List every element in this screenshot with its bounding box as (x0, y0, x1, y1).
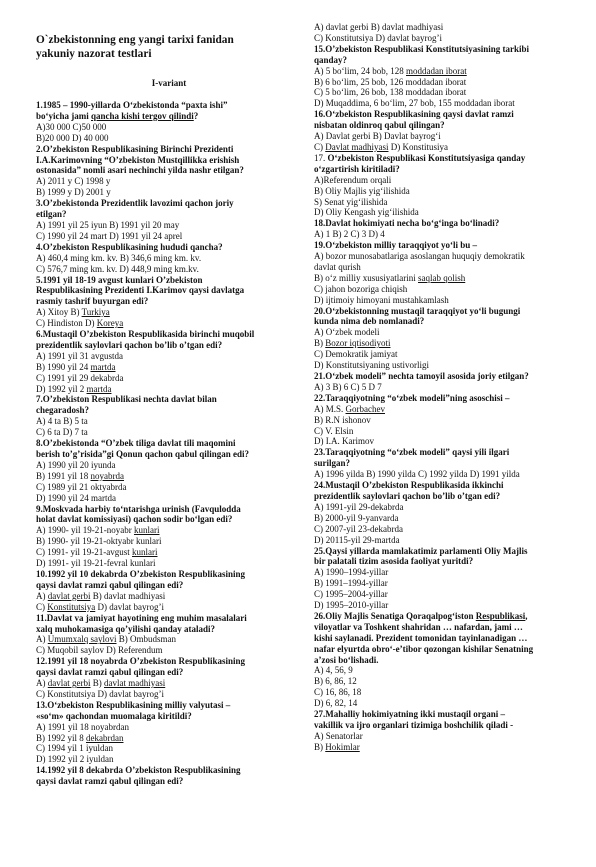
text-line (36, 416, 302, 427)
text-segment: bo‘yicha jami (36, 110, 91, 121)
text-segment: 15.O’zbekiston Respublikasi Konstitutsiyasining tarkibi (314, 43, 530, 54)
text-line (314, 480, 576, 491)
text-segment: qancha kishi tergov qilindi (91, 110, 194, 121)
text-segment: kunlari (133, 525, 160, 536)
text-segment: noyabrda (90, 470, 125, 481)
text-segment: C) 1991- yil 19-21-avgust (36, 547, 132, 558)
text-segment: etilgan? (36, 209, 67, 220)
text-segment: 16.O‘zbekiston Respublikasining qaysi davlat ramzi (314, 109, 514, 120)
text-line (314, 633, 576, 644)
text-segment: 19.O‘zbekiston milliy taraqqiyot yo‘li bu – (314, 240, 478, 251)
text-line (36, 133, 302, 144)
text-line (314, 22, 576, 33)
text-line (314, 513, 576, 524)
text-line (36, 733, 302, 744)
text-segment: C) 1990 yil 24 mart D) 1991 yil 24 aprel (36, 230, 183, 241)
text-segment: 13.O‘zbekiston Respublikasining milliy valyutasi – (36, 699, 231, 710)
text-segment: C) 1991 yil 29 dekabrda (36, 372, 124, 383)
text-segment: chegaradosh? (36, 405, 90, 416)
text-line (314, 371, 576, 382)
text-line (314, 87, 576, 98)
text-segment: D) 1992 yil 2 (36, 383, 87, 394)
text-segment: davlat qurish (314, 261, 361, 272)
text-segment: C) (314, 141, 326, 152)
text-segment: S) Senat yig‘ilishida (314, 196, 388, 207)
text-line (314, 644, 576, 655)
text-line (36, 427, 302, 438)
text-segment: C) 1989 yil 21 oktyabrda (36, 481, 127, 492)
text-segment: A) 1991-yil 29-dekabrda (314, 501, 404, 512)
text-segment: qanday? (314, 54, 348, 65)
text-line (314, 142, 576, 153)
text-line (314, 382, 576, 393)
text-line (36, 122, 302, 133)
text-line (36, 253, 302, 264)
text-segment: C) 5 bo‘lim, 26 bob, 138 moddadan iborat (314, 87, 467, 98)
text-line (314, 262, 576, 273)
text-segment: B) 6 bo‘lim, 25 bob, 126 moddadan iborat (314, 76, 467, 87)
text-line (314, 676, 576, 687)
text-segment: 24.Mustaqil O’zbekiston Respublikasida ikkinchi (314, 480, 504, 491)
text-segment: D) I.A. Karimov (314, 436, 374, 447)
text-line (314, 131, 576, 142)
text-segment: D) davlat bayrog’i (95, 601, 164, 612)
text-segment: 6.Mustaqil O’zbekiston Respublikasida birinchi muqobil (36, 329, 255, 340)
text-segment: B) (314, 338, 326, 349)
text-line (36, 743, 302, 754)
text-segment: C) Konstitutsiya D) davlat bayrog’i (314, 32, 442, 43)
text-segment: A)30 000 C)50 000 (36, 121, 107, 132)
text-line (314, 698, 576, 709)
document-title (36, 34, 302, 61)
text-line (36, 318, 302, 329)
text-line (314, 404, 576, 415)
text-segment: A) 2011 y C) 1998 y (36, 176, 111, 187)
text-segment: Koreya (96, 318, 124, 329)
text-line (314, 207, 576, 218)
text-line (36, 100, 302, 111)
text-segment: holat davlat komissiyasi) qachon sodir bo‘lgan edi? (36, 514, 233, 525)
text-line (314, 349, 576, 360)
text-segment: D) Oliy Kengash yig‘ilishida (314, 207, 419, 218)
text-segment: C) 576,7 ming km. kv. D) 448,9 ming km.kv. (36, 263, 199, 274)
text-segment: viloyatlar va Toshkent shahridan … nafardan, jami … (314, 621, 523, 632)
text-line (36, 373, 302, 384)
text-line (36, 547, 302, 558)
text-line (314, 273, 576, 284)
text-line (36, 504, 302, 515)
text-line (314, 164, 576, 175)
text-segment: moddadan iborat (406, 65, 467, 76)
text-line (36, 536, 302, 547)
text-segment: vakillik va ijro organlari tizimiga boshchilik qiladi - (314, 720, 514, 730)
text-segment: prezidentlik saylovlari qachon bo’lib o’tgan edi? (314, 490, 501, 501)
text-line (314, 295, 576, 306)
text-line (314, 55, 576, 66)
text-segment: A) (36, 590, 48, 601)
text-line (314, 524, 576, 535)
text-line (314, 306, 576, 317)
text-line (36, 438, 302, 449)
text-line (314, 316, 576, 327)
text-segment: A) 1996 yilda B) 1990 yilda C) 1992 yilda D) 1991 yilda (314, 469, 520, 480)
text-line (314, 77, 576, 88)
text-line (36, 656, 302, 667)
text-segment: martda (90, 361, 116, 372)
text-segment: O‘zbekiston Respublikasi Konstitutsiyasiga qanday (327, 152, 526, 163)
text-segment: qaysi davlat ramzi qabul qilingan edi? (36, 579, 184, 590)
text-segment: C) 1994 yil 1 iyuldan (36, 743, 113, 754)
text-segment: A) (36, 634, 48, 645)
text-segment: nafar elyurtda obro‘-e’tibor qozongan kishilar Senatning (314, 643, 534, 654)
text-segment: ostonasida” nomli asari nechinchi yilda nashr etilgan? (36, 165, 244, 176)
text-segment: Bozor iqtisodiyoti (325, 338, 391, 349)
text-segment: 7.O’zbekiston Respublikasi nechta davlat bilan (36, 394, 217, 405)
text-line (314, 578, 576, 589)
text-segment: 3.O’zbekistonda Prezidentlik lavozimi qachon joriy (36, 198, 234, 209)
text-line (314, 469, 576, 480)
text-segment: B) 6, 86, 12 (314, 676, 357, 687)
text-segment: rasmiy tashrif buyurgan edi? (36, 296, 149, 307)
text-segment: A) 1991 yil 25 iyun B) 1991 yil 20 may (36, 219, 180, 230)
text-line (36, 231, 302, 242)
text-segment: A) 460,4 ming km. kv. B) 346,6 ming km. kv. (36, 252, 202, 263)
text-segment: prezidentlik saylovlari qachon bo’lib o’tgan edi? (36, 339, 223, 350)
text-segment: Turkiya (81, 307, 110, 318)
text-line (36, 198, 302, 209)
text-line (36, 634, 302, 645)
text-segment: D) 1992 yil 2 iyuldan (36, 754, 114, 765)
right-questions (314, 22, 576, 753)
text-segment: 18.Davlat hokimiyati necha bo‘g‘inga bo‘linadi? (314, 218, 500, 229)
text-segment: «so‘m» qachondan muomalaga kiritildi? (36, 710, 192, 721)
text-line (314, 546, 576, 557)
left-questions (36, 100, 302, 787)
text-segment: saqlab qolish (418, 272, 466, 283)
text-segment: Davlat madhiyasi (325, 141, 389, 152)
text-segment: C) Konstitutsiya D) davlat bayrog’i (36, 688, 164, 699)
right-column (314, 0, 576, 753)
text-segment: D) 20115-yil 29-martda (314, 534, 400, 545)
text-segment: C) Muqobil saylov D) Referendum (36, 645, 163, 656)
text-line (314, 426, 576, 437)
text-segment: C) Hindiston D) (36, 318, 97, 329)
title-line: O`zbekistonning eng yangi tarixi fanidan (36, 34, 234, 46)
text-segment: B) 1999 y D) 2001 y (36, 187, 111, 198)
text-line (314, 120, 576, 131)
text-segment: davlat gerbi (47, 590, 91, 601)
text-line (36, 493, 302, 504)
text-segment: B) 1990 yil 24 (36, 361, 91, 372)
text-line (36, 602, 302, 613)
text-line (314, 447, 576, 458)
text-line (314, 109, 576, 120)
text-line (314, 742, 576, 753)
text-segment: 27.Mahalliy hokimiyatning ikki mustaqil organi – (314, 709, 506, 720)
text-segment: A) M.S. (314, 403, 346, 414)
text-segment: B) (314, 741, 326, 752)
text-line (36, 722, 302, 733)
text-line (314, 175, 576, 186)
text-segment: davlat gerbi (47, 678, 91, 689)
text-segment: C) Demokratik jamiyat (314, 349, 398, 360)
text-line (36, 711, 302, 722)
text-segment: qaysi davlat ramzi qabul qilingan edi? (36, 667, 184, 678)
text-segment: berish to’g’risida”gi Qonun qachon qabul qilingan edi? (36, 449, 250, 459)
title-line: yakuniy nazorat testlari (36, 47, 152, 60)
text-line (314, 44, 576, 55)
text-line (36, 394, 302, 405)
text-line (36, 187, 302, 198)
text-segment: B) o‘z milliy xususiyatlarini (314, 272, 418, 283)
text-segment: 14.1992 yil 8 dekabrda O’zbekiston Respublikasining (36, 765, 241, 776)
text-segment: D) Muqaddima, 6 bo‘lim, 27 bob, 155 moddadan iborat (314, 98, 515, 109)
text-segment: A) Senatorlar (314, 730, 363, 741)
text-line (36, 449, 302, 460)
text-line (36, 329, 302, 340)
text-segment: B) Ombudsman (116, 634, 176, 645)
left-column (36, 0, 302, 787)
text-segment: C) 1995–2004-yillar (314, 589, 388, 600)
text-line (314, 611, 576, 622)
text-segment: A) 3 B) 6 C) 5 D 7 (314, 381, 382, 392)
text-line (36, 689, 302, 700)
text-line (314, 709, 576, 720)
text-line (36, 384, 302, 395)
text-segment: A) 1991 yil 18 noyabrdan (36, 721, 129, 732)
text-segment: surilgan? (314, 458, 351, 469)
text-segment: 12.1991 yil 18 noyabrda O’zbekiston Respublikasining (36, 656, 246, 667)
text-line (314, 338, 576, 349)
text-segment: nisbatan oldinroq qabul qilingan? (314, 120, 445, 131)
text-line (36, 525, 302, 536)
text-line (36, 307, 302, 318)
text-segment: 4.O’zbekiston Respublikasining hududi qancha? (36, 241, 223, 252)
variant-label: I-variant (151, 78, 187, 88)
text-line (314, 535, 576, 546)
text-line (36, 220, 302, 231)
text-line (36, 176, 302, 187)
text-segment: 10.1992 yil 10 dekabrda O’zbekiston Respublikasining (36, 568, 246, 579)
text-line (314, 436, 576, 447)
text-segment: B) (90, 678, 104, 689)
text-line (36, 776, 302, 787)
text-line (36, 754, 302, 765)
text-segment: 25.Qaysi yillarda mamlakatimiz parlamenti Oliy Majlis (314, 545, 528, 556)
text-segment: B)20 000 D) 40 000 (36, 132, 109, 143)
text-segment: ? (193, 110, 199, 121)
text-line (36, 275, 302, 286)
text-segment: A) 1990- yil 19-21-noyabr (36, 525, 134, 536)
text-line (36, 765, 302, 776)
text-segment: A) O‘zbek modeli (314, 327, 380, 338)
text-line (36, 285, 302, 296)
text-line (314, 720, 576, 731)
text-segment: kishi saylanadi. Prezident tomonidan tayinlanadigan … (314, 632, 528, 643)
text-line (314, 153, 576, 164)
text-segment: B) 1991 yil 18 (36, 470, 91, 481)
text-line (36, 351, 302, 362)
text-line (314, 556, 576, 567)
text-segment: C) 2007-yil 23-dekabrda (314, 523, 403, 534)
text-segment: 21.O‘zbek modeli” nechta tamoyil asosida joriy etilgan? (314, 371, 529, 381)
text-segment: B) davlat madhiyasi (90, 590, 166, 601)
text-segment: A) 4, 56, 9 (314, 665, 353, 676)
text-line (314, 655, 576, 666)
text-segment: Gorbachev (345, 403, 385, 414)
text-line (314, 98, 576, 109)
text-line (314, 589, 576, 600)
text-line (36, 155, 302, 166)
text-line (314, 393, 576, 404)
text-segment: D) Konstitutsiyaning ustivorligi (314, 360, 430, 371)
text-line (36, 624, 302, 635)
text-line (314, 458, 576, 469)
text-segment: B) 1991–1994-yillar (314, 578, 388, 589)
text-line (314, 66, 576, 77)
text-segment: 9.Moskvada harbiy to‘ntarishga urinish (Favqulodda (36, 503, 241, 514)
text-line (36, 667, 302, 678)
text-segment: D) 1991- yil 19-21-fevral kunlari (36, 558, 156, 569)
text-segment: D) 1990 yil 24 martda (36, 492, 116, 503)
text-line (314, 360, 576, 371)
text-line (314, 33, 576, 44)
text-segment: qaysi davlat ramzi qabul qilingan edi? (36, 776, 184, 787)
text-segment: A) davlat gerbi B) davlat madhiyasi (314, 22, 444, 32)
text-segment: Respublikasi (475, 610, 526, 621)
text-segment: Hokimlar (325, 741, 360, 752)
text-segment: A) (36, 678, 48, 689)
text-line (314, 327, 576, 338)
text-line (36, 591, 302, 602)
text-line (314, 197, 576, 208)
text-segment: A) 1990–1994-yillar (314, 567, 389, 578)
text-line (314, 731, 576, 742)
text-segment: 2.O’zbekiston Respublikasining Birinchi Prezidenti (36, 143, 234, 154)
text-line (314, 665, 576, 676)
text-segment: A) 5 bo‘lim, 24 bob, 128 (314, 65, 406, 76)
text-line (36, 405, 302, 416)
text-line (314, 502, 576, 513)
text-segment: C) V. Elsin (314, 425, 354, 436)
text-segment: B) Oliy Majlis yig‘ilishida (314, 185, 410, 196)
text-segment: C) 16, 86, 18 (314, 687, 362, 698)
text-line (36, 613, 302, 624)
text-segment: A) bozor munosabatlariga asoslangan huquqiy demokratik (314, 251, 525, 262)
text-segment: B) R.N ishonov (314, 414, 371, 425)
text-segment: 8.O’zbekistonda “O’zbek tiliga davlat tili maqomini (36, 438, 236, 449)
text-segment: B) 1990- yil 19-21-oktyabr kunlari (36, 536, 162, 547)
text-line (36, 558, 302, 569)
text-line (314, 687, 576, 698)
text-line (36, 264, 302, 275)
text-segment: C) jahon bozoriga chiqish (314, 283, 408, 294)
text-segment: davlat madhiyasi (103, 678, 166, 689)
text-line (36, 144, 302, 155)
text-line (36, 111, 302, 122)
text-line (314, 415, 576, 426)
text-segment: 26.Oliy Majlis Senatiga Qoraqalpog‘iston (314, 610, 476, 621)
text-line (314, 622, 576, 633)
text-line (36, 580, 302, 591)
text-segment: kunlari (132, 547, 158, 558)
text-line (36, 362, 302, 373)
text-segment: B) 2000-yil 9-yanvarda (314, 512, 399, 523)
text-segment: dekabrdan (86, 732, 124, 743)
text-segment: 20.O‘zbekistonning mustaqil taraqqiyot yo‘li bugungi (314, 305, 521, 316)
text-segment: martda (86, 383, 112, 394)
text-line (314, 218, 576, 229)
text-segment: a’zosi bo‘lishadi. (314, 654, 379, 665)
text-line (36, 209, 302, 220)
text-segment: Umumxalq saylovi (47, 634, 117, 645)
text-line (314, 251, 576, 262)
text-segment: kunda nima deb nomlanadi? (314, 316, 425, 327)
text-line (314, 229, 576, 240)
text-line (314, 186, 576, 197)
text-segment: bir palatali tizim asosida faoliyat yuritdi? (314, 556, 474, 567)
text-segment: A) 1990 yil 20 iyunda (36, 459, 116, 470)
text-segment: 17. (314, 152, 328, 163)
text-segment: 22.Taraqqiyotning “o‘zbek modeli”ning asoschisi – (314, 392, 510, 403)
text-line (36, 242, 302, 253)
text-segment: , (525, 610, 528, 621)
text-segment: o‘zgartirish kiritiladi? (314, 163, 400, 174)
text-segment: 23.Taraqqiyotning “o‘zbek modeli” qaysi yili ilgari (314, 447, 510, 458)
text-line (36, 569, 302, 580)
text-segment: Respublikasining Prezidenti I.Karimov qaysi davlatga (36, 285, 245, 296)
text-segment: A) 1 B) 2 C) 3 D) 4 (314, 229, 385, 240)
text-line (314, 600, 576, 611)
text-segment: D) Konstitusiya (388, 141, 448, 152)
text-line (36, 165, 302, 176)
text-segment: A) 1991 yil 31 avgustda (36, 350, 123, 361)
text-segment: 5.1991 yil 18-19 avgust kunlari O’zbekiston (36, 274, 203, 285)
text-segment: C) 6 ta D) 7 ta (36, 427, 88, 438)
text-segment: D) ijtimoiy himoyani mustahkamlash (314, 294, 449, 305)
text-line (36, 514, 302, 525)
text-segment: A) Xitoy B) (36, 307, 82, 318)
text-line (314, 240, 576, 251)
text-line (36, 340, 302, 351)
text-segment: A) 4 ta B) 5 ta (36, 416, 88, 427)
text-line (36, 645, 302, 656)
text-line (314, 567, 576, 578)
text-segment: A) Davlat gerbi B) Davlat bayrog‘i (314, 131, 441, 142)
text-segment: Konstitutsiya (47, 601, 96, 612)
text-line (36, 471, 302, 482)
text-segment: D) 6, 82, 14 (314, 698, 358, 709)
text-line (36, 700, 302, 711)
text-segment: xalq muhokamasiga qo’yilishi qanday ataladi? (36, 623, 216, 634)
text-segment: A)Referendum orqali (314, 174, 392, 185)
text-segment: 11.Davlat va jamiyat hayotining eng muhim masalalari (36, 612, 247, 623)
text-segment: 1.1985 – 1990-yillarda O‘zbekistonda “paxta ishi” (36, 100, 228, 110)
text-segment: I.A.Karimovning “O’zbekiston Mustqillikka erishish (36, 154, 240, 165)
text-line (36, 678, 302, 689)
text-line (314, 491, 576, 502)
text-segment: C) (36, 601, 48, 612)
text-line (314, 284, 576, 295)
text-segment: D) 1995–2010-yillar (314, 600, 389, 611)
text-line (36, 296, 302, 307)
text-line (36, 482, 302, 493)
text-segment: B) 1992 yil 8 (36, 732, 87, 743)
text-line (36, 460, 302, 471)
